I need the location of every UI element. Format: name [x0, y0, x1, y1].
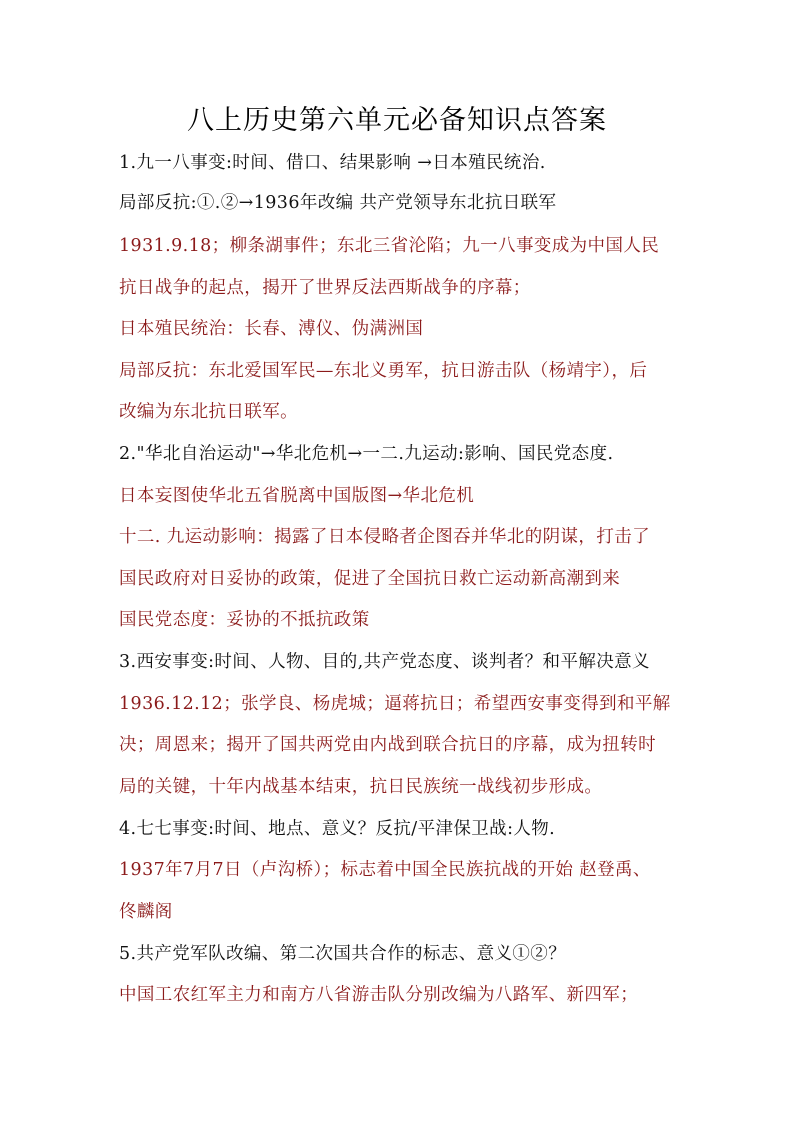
- text-line: 佟麟阁: [119, 902, 173, 922]
- text-line: 3.西安事变:时间、人物、目的,共产党态度、谈判者？和平解决意义: [119, 652, 650, 672]
- text-line: 抗日战争的起点，揭开了世界反法西斯战争的序幕；: [119, 278, 531, 298]
- text-line: 局的关键，十年内战基本结束，抗日民族统一战线初步形成。: [119, 777, 603, 797]
- text-line: 决；周恩来；揭开了国共两党由内战到联合抗日的序幕，成为扭转时: [119, 735, 656, 755]
- text-line: 1.九一八事变:时间、借口、结果影响 →日本殖民统治.: [119, 153, 546, 173]
- text-line: 国民政府对日妥协的政策，促进了全国抗日救亡运动新高潮到来: [119, 569, 621, 589]
- text-line: 1936.12.12；张学良、杨虎城；逼蒋抗日；希望西安事变得到和平解: [119, 694, 671, 714]
- text-line: 1931.9.18；柳条湖事件；东北三省沦陷；九一八事变成为中国人民: [119, 236, 660, 256]
- text-line: 局部反抗:①.②→1936年改编 共产党领导东北抗日联军: [119, 193, 557, 213]
- text-line: 4.七七事变:时间、地点、意义？反抗/平津保卫战:人物.: [119, 819, 556, 839]
- text-line: 5.共产党军队改编、第二次国共合作的标志、意义①②？: [119, 944, 567, 964]
- text-line: 十二. 九运动影响：揭露了日本侵略者企图吞并华北的阴谋，打击了: [119, 527, 651, 547]
- text-line: 1937年7月7日（卢沟桥）；标志着中国全民族抗战的开始 赵登禹、: [119, 860, 651, 880]
- text-line: 局部反抗：东北爱国军民—东北义勇军，抗日游击队（杨靖宇），后: [119, 361, 648, 381]
- text-line: 日本妄图使华北五省脱离中国版图→华北危机: [119, 486, 475, 506]
- text-line: 国民党态度：妥协的不抵抗政策: [119, 610, 370, 630]
- text-line: 2."华北自治运动"→华北危机→一二.九运动:影响、国民党态度.: [119, 444, 614, 464]
- text-line: 中国工农红军主力和南方八省游击队分别改编为八路军、新四军；: [119, 985, 639, 1005]
- document-title: 八上历史第六单元必备知识点答案: [187, 105, 607, 136]
- text-line: 日本殖民统治：长春、溥仪、伪满洲国: [119, 319, 424, 339]
- text-line: 改编为东北抗日联军。: [119, 402, 298, 422]
